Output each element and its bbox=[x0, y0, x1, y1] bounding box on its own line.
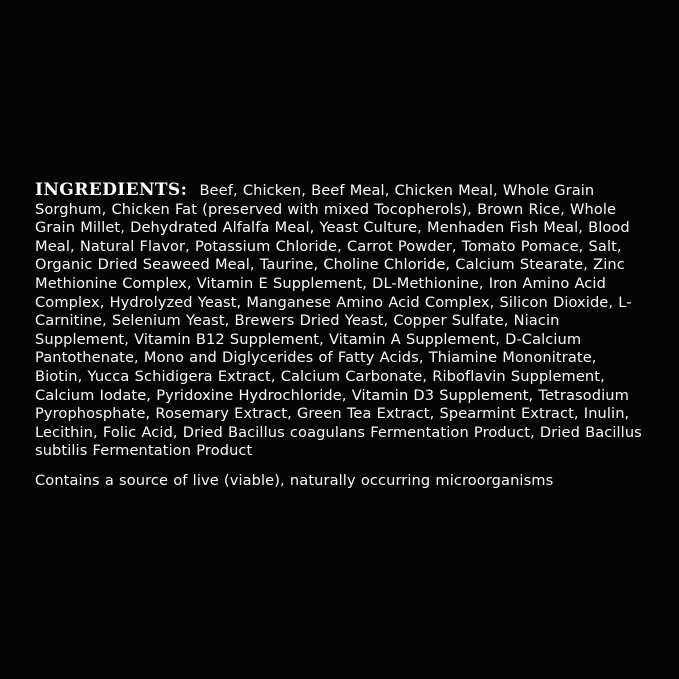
ingredients-paragraph bbox=[35, 181, 648, 461]
label-text-block bbox=[35, 181, 648, 491]
microorganisms-note: Contains a source of live (viable), naturally occurring microorganisms bbox=[35, 471, 554, 489]
ingredients-text: Beef, Chicken, Beef Meal, Chicken Meal, Whole Grain Sorghum, Chicken Fat (preserved with mixed Tocopherols), Brown Rice, Whole Grain Millet, Dehydrated Alfalfa Meal, Yeast Culture, Menhaden Fish Meal, Blood Meal, Natural Flavor, Potassium Chloride, Carrot Powder, Tomato Pomace, Salt, Organic Dried Seaweed Meal, Taurine, Choline Chloride, Calcium Stearate, Zinc Methionine Complex, Vitamin E Supplement, DL-Methionine, Iron Amino Acid Complex, Hydrolyzed Yeast, Manganese Amino Acid Complex, Silicon Dioxide, L-Carnitine, Selenium Yeast, Brewers Dried Yeast, Copper Sulfate, Niacin Supplement, Vitamin B12 Supplement, Vitamin A Supplement, D-Calcium Pantothenate, Mono and Diglycerides of Fatty Acids, Thiamine Mononitrate, Biotin, Yucca Schidigera Extract, Calcium Carbonate, Riboflavin Supplement, Calcium Iodate, Pyridoxine Hydrochloride, Vitamin D3 Supplement, Tetrasodium Pyrophosphate, Rosemary Extract, Green Tea Extract, Spearmint Extract, Inulin, Lecithin, Folic Acid, Dried Bacillus coagulans Fermentation Product, Dried Bacillus subtilis Fermentation Product bbox=[35, 182, 642, 460]
ingredients-heading: INGREDIENTS: bbox=[35, 180, 188, 200]
